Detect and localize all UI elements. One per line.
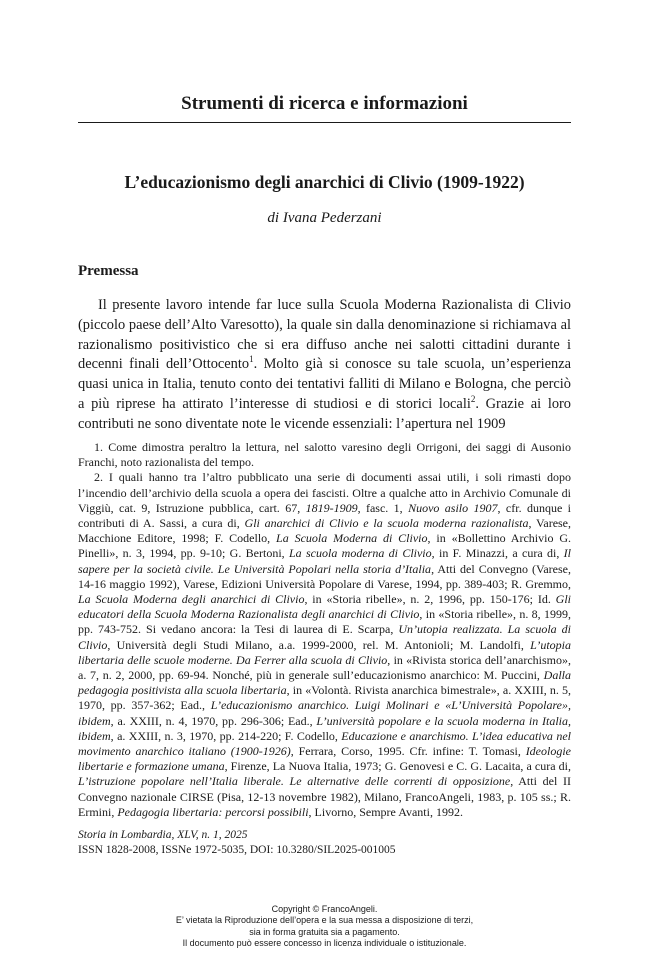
footnote-ref-1[interactable]: 1 — [249, 354, 254, 365]
copyright-line: E’ vietata la Riproduzione dell’opera e la sua messa a disposizione di terzi, — [175, 915, 474, 926]
footnote-text: , Firenze, La Nuova Italia, 1973; G. Genovesi e C. G. Lacaita, a cura di, — [224, 759, 571, 774]
footnote-1: 1. Come dimostra peraltro la lettura, nel salotto varesino degli Orrigoni, dei saggi di Ausonio Franchi, noto razionalista del tempo. — [78, 440, 571, 470]
copyright-notice — [78, 904, 571, 949]
footnote-text: , fasc. 1, — [357, 500, 409, 515]
body-text-part: Il presente lavoro intende far luce sulla Scuola Moderna Razionalista di Clivio (piccolo paese dell’Alto Varesotto), la quale sin dalla denominazione si richiamava al razionalismo positivistico che si era diffuso anche nei salotti cittadini durante i decenni finali dell’Ottocento — [78, 297, 571, 373]
body-text-part: . Grazie ai loro contributi ne sono diventate note le vicende essenziali: l’apertura nel 1909 — [78, 395, 571, 432]
footnote-text: , Università degli Studi Milano, a.a. 1999-2000, rel. M. Antonioli; M. Landolfi, — [107, 637, 531, 652]
footnote-ref-2[interactable]: 2 — [470, 394, 476, 405]
body-text-part: . Molto già si conosce su tale scuola, un’esperienza quasi unica in Italia, tenuto conto dei tentativi falliti di Milano e Bologna, che perciò a più riprese ha attirato l’interesse di studiosi e di storici locali — [78, 356, 571, 412]
footnote-text: , in «Storia ribelle», n. 8, 1999, pp. 743-752. Si vedano ancora: la Tesi di laurea di E. Scarpa, — [78, 607, 571, 637]
footnote-italic: La Scuola Moderna di Clivio — [276, 531, 428, 546]
footnote-text: , cfr. dunque i contributi di A. Sassi, a cura di, — [78, 500, 572, 531]
running-head: Strumenti di ricerca e informazioni — [181, 93, 468, 114]
article-byline: di Ivana Pederzani — [267, 210, 382, 226]
footnote-italic: Dalla pedagogia positivista alla scuola libertaria — [78, 668, 571, 698]
footnote-text: , Ferrara, Corso, 1995. Cfr. infine: T. Tomasi, — [290, 744, 526, 759]
footnote-2 — [78, 470, 571, 820]
footnote-text: , in «Rivista storica dell’anarchismo», a. 7, n. 2, 2000, pp. 69-94. Nonché, più in generale sull’educazionismo anarchico: M. Puccini, — [78, 652, 572, 683]
footnote-italic: Il sapere per la società civile. Le Università Popolari nella storia d’Italia — [78, 546, 571, 576]
footnote-text: , in «Storia ribelle», n. 2, 1996, pp. 150-176; Id. — [304, 592, 556, 607]
footnote-text: , Atti del II Convegno nazionale CIRSE (Pisa, 12-13 novembre 1982), Milano, FrancoAngeli, 1983, p. 105 ss.; R. Ermini, — [78, 774, 571, 819]
footnote-text: , Livorno, Sempre Avanti, 1992. — [308, 804, 463, 819]
footnote-text: 2. I quali hanno tra l’altro pubblicato una serie di documenti assai utili, i soli rimasti dopo l’incendio dell’archivio della scuola a opera dei fascisti. Oltre a qualche atto in Archivio Comunale di Viggiù, cat. 9, Istruzione pubblica, cart. 67, — [78, 470, 571, 515]
journal-info — [78, 828, 571, 857]
copyright-line: Il documento può essere concesso in licenza individuale o istituzionale. — [182, 937, 467, 948]
article-title: L’educazionismo degli anarchici di Clivio (1909-1922) — [124, 172, 525, 192]
footnote-italic: Un’utopia realizzata. La scuola di Clivio — [78, 622, 571, 652]
footnote-text: , a. XXIII, n. 3, 1970, pp. 214-220; F. Codello, — [110, 728, 342, 743]
footnote-italic: Gli anarchici di Clivio e la scuola moderna razionalista — [244, 516, 529, 531]
copyright-line: sia in forma gratuita sia a pagamento. — [249, 926, 400, 937]
footnote-italic: Ideologie libertarie e formazione umana — [78, 744, 572, 774]
footnote-italic: 1819-1909 — [305, 500, 358, 515]
footnote-text: , in F. Minazzi, a cura di, — [431, 546, 564, 561]
footnote-italic: L’università popolare e la scuola moderna in Italia, ibidem — [78, 713, 571, 743]
footnote-italic: Gli educatori della Scuola Moderna Razionalista degli anarchici di Clivio — [78, 592, 571, 622]
footnote-italic: L’utopia libertaria delle scuole moderne. Da Ferrer alla scuola di Clivio — [78, 637, 571, 667]
journal-citation: Storia in Lombardia, XLV, n. 1, 2025 — [78, 829, 248, 841]
footnote-italic: Pedagogia libertaria: percorsi possibili — [117, 804, 309, 819]
copyright-line: Copyright © FrancoAngeli. — [271, 904, 378, 914]
footnote-italic: La Scuola Moderna degli anarchici di Clivio — [78, 592, 305, 607]
footnote-italic: Nuovo asilo 1907 — [408, 500, 498, 515]
footnote-text: , Varese, Macchione Editore, 1998; F. Codello, — [78, 516, 572, 546]
footnote-italic: Educazione e anarchismo. L’idea educativa nel movimento anarchico italiano (1900-1926) — [78, 728, 571, 759]
footnote-text: , in «Volontà. Rivista anarchica bimestrale», a. XXIII, n. 5, 1970, pp. 357-362; Ead., — [78, 683, 571, 713]
footnote-text: , in «Bollettino Archivio G. Pinelli», n. 3, 1994, pp. 9-10; G. Bertoni, — [78, 531, 571, 561]
footnote-text: , a. XXIII, n. 4, 1970, pp. 296-306; Ead., — [110, 713, 317, 728]
section-title: Premessa — [78, 263, 139, 279]
journal-identifiers: ISSN 1828-2008, ISSNe 1972-5035, DOI: 10.3280/SIL2025-001005 — [78, 843, 396, 856]
footnote-italic: L’istruzione popolare nell’Italia liberale. Le alternative delle correnti di opposizione — [78, 774, 511, 789]
footnotes — [78, 440, 571, 820]
footnote-italic: L’educazionismo anarchico. Luigi Molinari e «L’Università Popolare», ibidem — [78, 698, 571, 728]
body-paragraph — [78, 296, 571, 435]
header-divider — [78, 122, 571, 123]
footnote-text: , Atti del Convegno (Varese, 14-16 maggio 1992), Varese, Edizioni Università Popolare di Varese, 1994, pp. 389-403; R. Gremmo, — [78, 561, 571, 591]
footnote-italic: La scuola moderna di Clivio — [288, 546, 432, 561]
